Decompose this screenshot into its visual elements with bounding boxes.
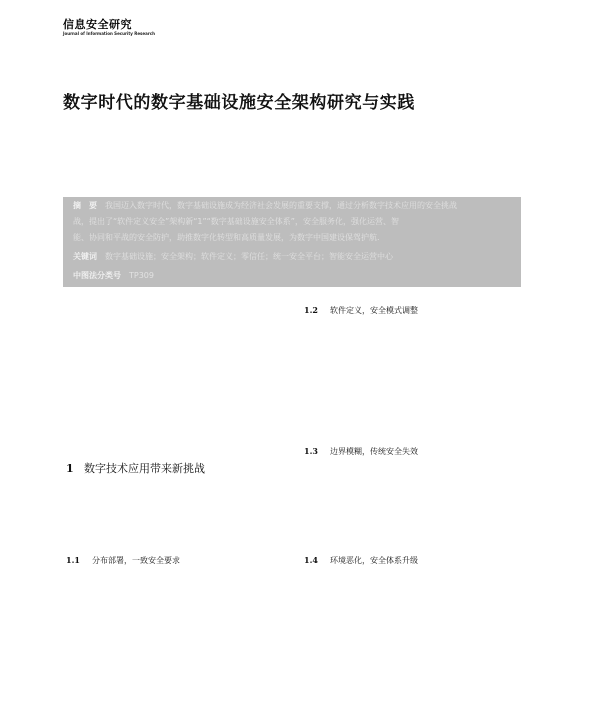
section-1-4-heading xyxy=(304,555,418,566)
section-1-2-heading xyxy=(304,305,418,316)
section-1-number: 1 xyxy=(66,462,74,475)
section-1-heading xyxy=(66,460,205,476)
article-title: 数字时代的数字基础设施安全架构研究与实践 xyxy=(63,93,415,113)
section-1-2-title: 软件定义，安全模式调整 xyxy=(330,306,418,315)
abstract-text-1: 我国迈入数字时代，数字基础设施成为经济社会发展的重要支撑，通过分析数字技术应用的安全挑战 xyxy=(105,201,457,210)
section-1-4-number: 1.4 xyxy=(304,555,318,565)
keywords-label: 关键词 xyxy=(73,252,97,261)
section-1-2-number: 1.2 xyxy=(304,305,318,315)
section-1-3-title: 边界模糊，传统安全失效 xyxy=(330,447,418,456)
keywords-text: 数字基础设施；安全架构；软件定义；零信任；统一安全平台；智能安全运营中心 xyxy=(105,252,393,261)
section-1-4-title: 环境恶化，安全体系升级 xyxy=(330,556,418,565)
abstract-box xyxy=(63,197,521,287)
journal-name-cn: 信息安全研究 xyxy=(63,18,132,31)
clc-code: TP309 xyxy=(129,271,154,280)
section-1-title: 数字技术应用带来新挑战 xyxy=(84,462,205,475)
keywords-line xyxy=(73,252,393,262)
section-1-3-number: 1.3 xyxy=(304,446,318,456)
journal-header xyxy=(63,18,155,36)
abstract-line-1 xyxy=(73,201,457,211)
abstract-line-2: 战，提出了“软件定义安全”架构新“1”“数字基础设施安全体系”，安全服务化，强化运营、智 xyxy=(73,217,399,226)
section-1-3-heading xyxy=(304,446,418,457)
clc-label: 中图法分类号 xyxy=(73,271,121,280)
abstract-line-3: 能、协同和平战的安全防护，助推数字化转型和高质量发展，为数字中国建设保驾护航. xyxy=(73,233,380,242)
journal-name-en: Journal of Information Security Research xyxy=(63,31,156,36)
section-1-1-number: 1.1 xyxy=(66,555,80,565)
section-1-1-title: 分布部署，一致安全要求 xyxy=(92,556,180,565)
clc-line xyxy=(73,271,154,281)
section-1-1-heading xyxy=(66,555,180,566)
abstract-label: 摘 要 xyxy=(73,201,97,210)
